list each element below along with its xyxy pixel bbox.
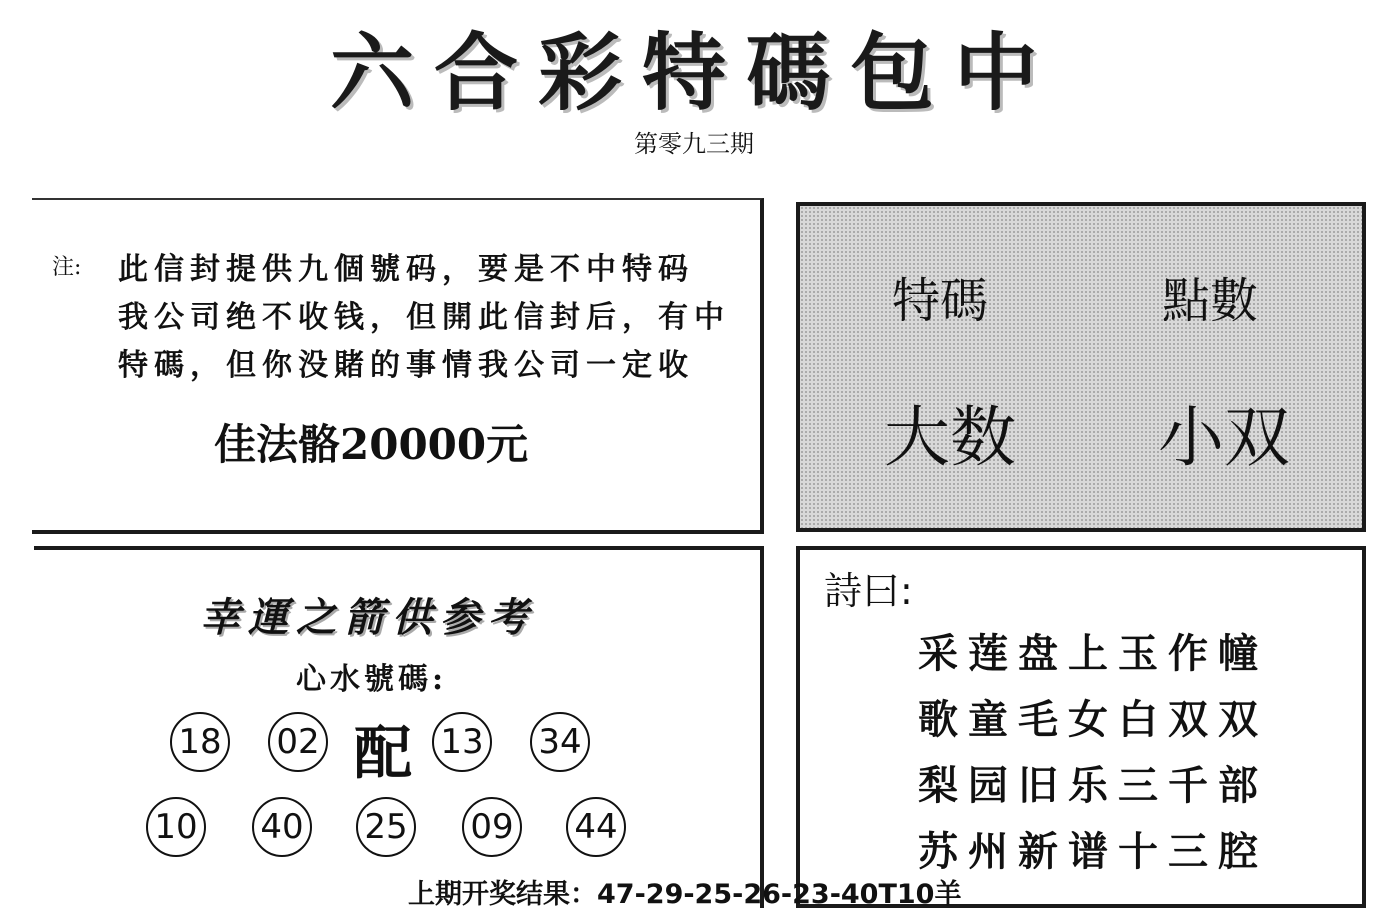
poem-line-1: 采莲盘上玉作幢 <box>918 630 1268 677</box>
note-line-1: 此信封提供九個號码，要是不中特码 <box>118 252 694 287</box>
number-ball: 02 <box>268 712 328 772</box>
poem-line-2: 歌童毛女白双双 <box>918 696 1268 743</box>
number-ball: 13 <box>432 712 492 772</box>
special-code-heading: 特碼 <box>892 273 989 329</box>
note-line-2: 我公司绝不收钱，但開此信封后，有中 <box>118 300 730 335</box>
points-value: 小双 <box>1158 399 1290 476</box>
number-ball: 25 <box>356 797 416 857</box>
number-ball: 18 <box>170 712 230 772</box>
number-ball: 09 <box>462 797 522 857</box>
special-code-value: 大数 <box>884 399 1016 476</box>
issue-number: 第零九三期 <box>634 130 754 158</box>
lucky-title: 幸運之箭供参考 <box>200 594 536 641</box>
page-title: 六合彩特碼包中 <box>329 23 1058 122</box>
last-draw-result: 上期开奖结果：47-29-25-26-23-40T10羊 <box>408 879 962 910</box>
penalty-amount: 佳法骼20000元 <box>214 420 529 469</box>
number-ball: 10 <box>146 797 206 857</box>
number-ball: 34 <box>530 712 590 772</box>
poem-line-4: 苏州新谱十三腔 <box>918 828 1268 875</box>
number-ball: 40 <box>252 797 312 857</box>
poem-line-3: 梨园旧乐三千部 <box>918 762 1268 809</box>
lucky-subtitle: 心水號碼: <box>296 662 448 697</box>
note-line-3: 特碼，但你没賭的事情我公司一定收 <box>118 348 694 383</box>
special-code-box <box>796 202 1366 532</box>
number-ball: 44 <box>566 797 626 857</box>
poem-label: 詩曰: <box>824 569 913 613</box>
pair-character: 配 <box>354 719 413 787</box>
points-heading: 點數 <box>1162 273 1259 329</box>
note-label: 注: <box>52 255 82 280</box>
